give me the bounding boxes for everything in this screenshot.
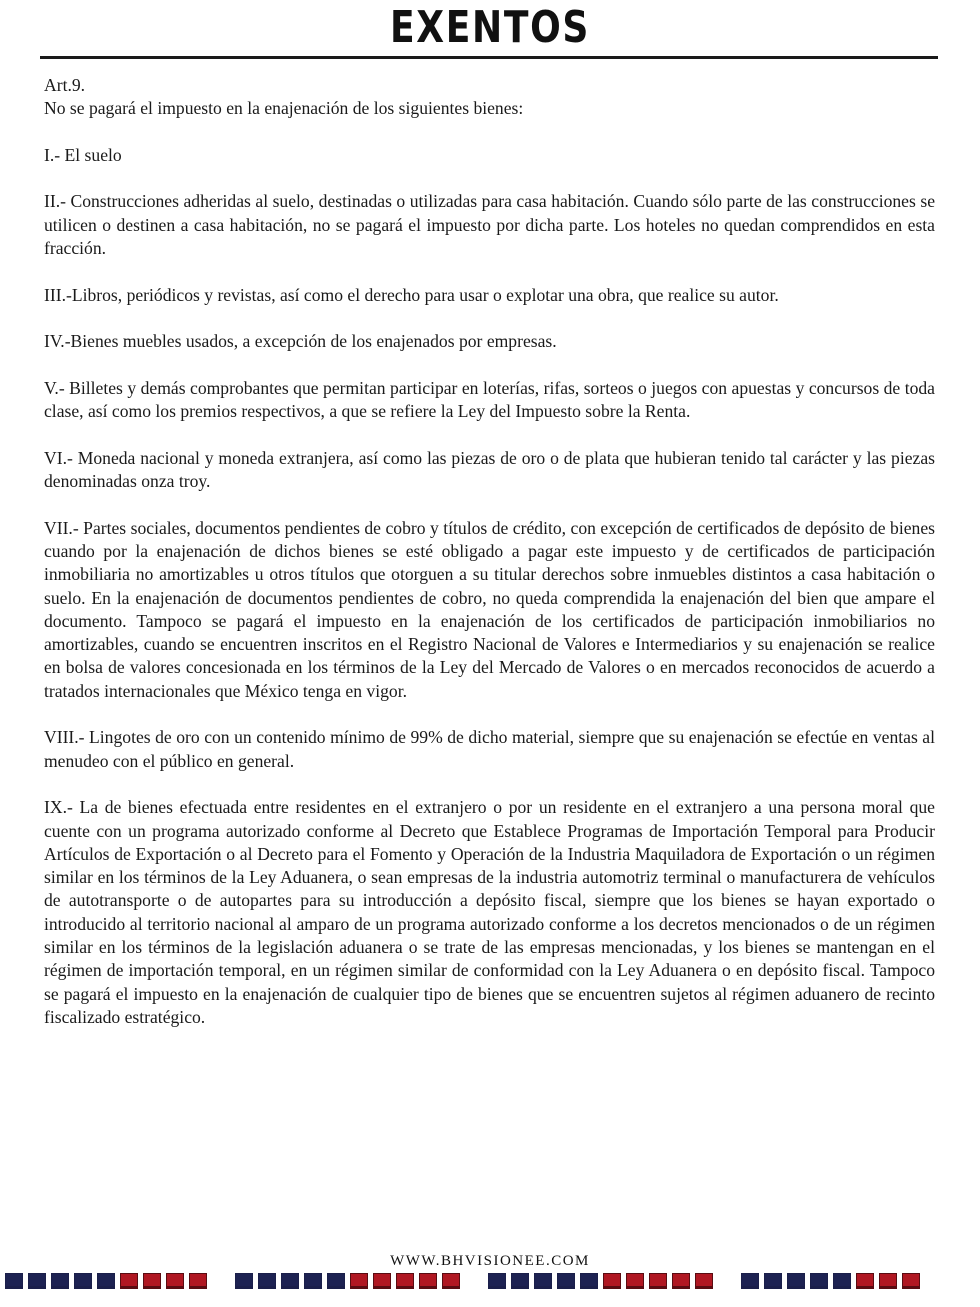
border-square (833, 1273, 851, 1289)
border-square (649, 1273, 667, 1289)
fraction-i: I.- El suelo (44, 144, 122, 165)
border-square (350, 1273, 368, 1289)
border-square (511, 1273, 529, 1289)
border-square (856, 1273, 874, 1289)
fraction-ix: IX.- La de bienes efectuada entre residentes en el extranjero o por un residente en el extranjero a una persona moral que cuente con un programa autorizado conforme al Decreto que Establece Programas de Importación Temporal para Producir Artículos de Exportación o al Decreto para el Fomento y Operación de la Industria Maquiladora de Exportación o un régimen similar en los términos de la Ley Aduanera, o sean empresas de la industria automotriz terminal o manufacturera de vehículos de autotransporte o de autopartes para su introducción a depósito fiscal, siempre que los bienes se hayan exportado o introducido al territorio nacional al amparo de un programa autorizado conforme a los decretos mencionados o de un régimen similar en los términos de la legislación aduanera o se trate de las empresas mencionadas, y los bienes se mantengan en el régimen de importación temporal, en un régimen similar de conformidad con la Ley Aduanera o en depósito fiscal. Tampoco se pagará el impuesto en la enajenación de cualquier tipo de bienes que se encuentren sujetos al régimen aduanero de recinto fiscalizado estratégico. (44, 797, 935, 1027)
border-square (396, 1273, 414, 1289)
border-square (695, 1273, 713, 1289)
title-divider (40, 56, 938, 59)
article-intro: No se pagará el impuesto en la enajenación de los siguientes bienes: (44, 98, 524, 119)
border-square (258, 1273, 276, 1289)
article-body (44, 74, 935, 1052)
border-square (488, 1273, 506, 1289)
border-square (143, 1273, 161, 1289)
border-square (603, 1273, 621, 1289)
border-square (166, 1273, 184, 1289)
border-square (373, 1273, 391, 1289)
border-square (212, 1273, 230, 1289)
border-square (235, 1273, 253, 1289)
fraction-vii: VII.- Partes sociales, documentos pendientes de cobro y títulos de crédito, con excepción de certificados de depósito de bienes cuando por la enajenación de dichos bienes se esté obligado a pagar este impuesto y de certificados de participación inmobiliaria no amortizables u otros títulos que otorguen a su titular derechos sobre inmuebles distintos a casa habitación o suelo. En la enajenación de documentos pendientes de cobro, no queda comprendida la enajenación del bien que ampare el documento. Tampoco se pagará el impuesto en la enajenación de los certificados de participación inmobiliarios no amortizables, cuando se encuentren inscritos en el Registro Nacional de Valores e Intermediarios y su enajenación se realice en bolsa de valores concesionada en los términos de la Ley del Mercado de Valores o en mercados reconocidos de acuerdo a tratados internacionales que México tenga en vigor. (44, 517, 935, 701)
border-square (879, 1273, 897, 1289)
border-square (120, 1273, 138, 1289)
fraction-v: V.- Billetes y demás comprobantes que permitan participar en loterías, rifas, sorteos o juegos con apuestas y concursos de toda clase, así como los premios respectivos, a que se refiere la Ley del Impuesto sobre la Renta. (44, 377, 935, 422)
border-square (51, 1273, 69, 1289)
fraction-iii: III.-Libros, periódicos y revistas, así como el derecho para usar o explotar una obra, que realice su autor. (44, 284, 779, 305)
border-square (764, 1273, 782, 1289)
decorative-border (0, 1271, 980, 1291)
border-square (5, 1273, 23, 1289)
border-square (442, 1273, 460, 1289)
border-square (28, 1273, 46, 1289)
border-square (580, 1273, 598, 1289)
border-square (741, 1273, 759, 1289)
border-square (419, 1273, 437, 1289)
border-square (672, 1273, 690, 1289)
border-square (189, 1273, 207, 1289)
border-square (304, 1273, 322, 1289)
border-square (534, 1273, 552, 1289)
border-square (787, 1273, 805, 1289)
border-square (465, 1273, 483, 1289)
footer-website[interactable]: WWW.BHVISIONEE.COM (390, 1253, 590, 1269)
border-square (97, 1273, 115, 1289)
border-square (626, 1273, 644, 1289)
border-square (718, 1273, 736, 1289)
fraction-vi: VI.- Moneda nacional y moneda extranjera, así como las piezas de oro o de plata que hubieran tenido tal carácter y las piezas denominadas onza troy. (44, 447, 935, 492)
border-square (557, 1273, 575, 1289)
border-square (810, 1273, 828, 1289)
fraction-ii: II.- Construcciones adheridas al suelo, destinadas o utilizadas para casa habitación. Cuando sólo parte de las construcciones se utilicen o destinen a casa habitación, no se pagará el impuesto por dicha parte. Los hoteles no quedan comprendidos en esta fracción. (44, 191, 935, 259)
article-heading: Art.9. (44, 75, 86, 95)
border-square (902, 1273, 920, 1289)
border-square (281, 1273, 299, 1289)
border-square (327, 1273, 345, 1289)
page-title: EXENTOS (389, 2, 591, 53)
border-square (74, 1273, 92, 1289)
fraction-viii: VIII.- Lingotes de oro con un contenido mínimo de 99% de dicho material, siempre que su enajenación se efectúe en ventas al menudeo con el público en general. (44, 727, 935, 771)
fraction-iv: IV.-Bienes muebles usados, a excepción de los enajenados por empresas. (44, 331, 557, 352)
